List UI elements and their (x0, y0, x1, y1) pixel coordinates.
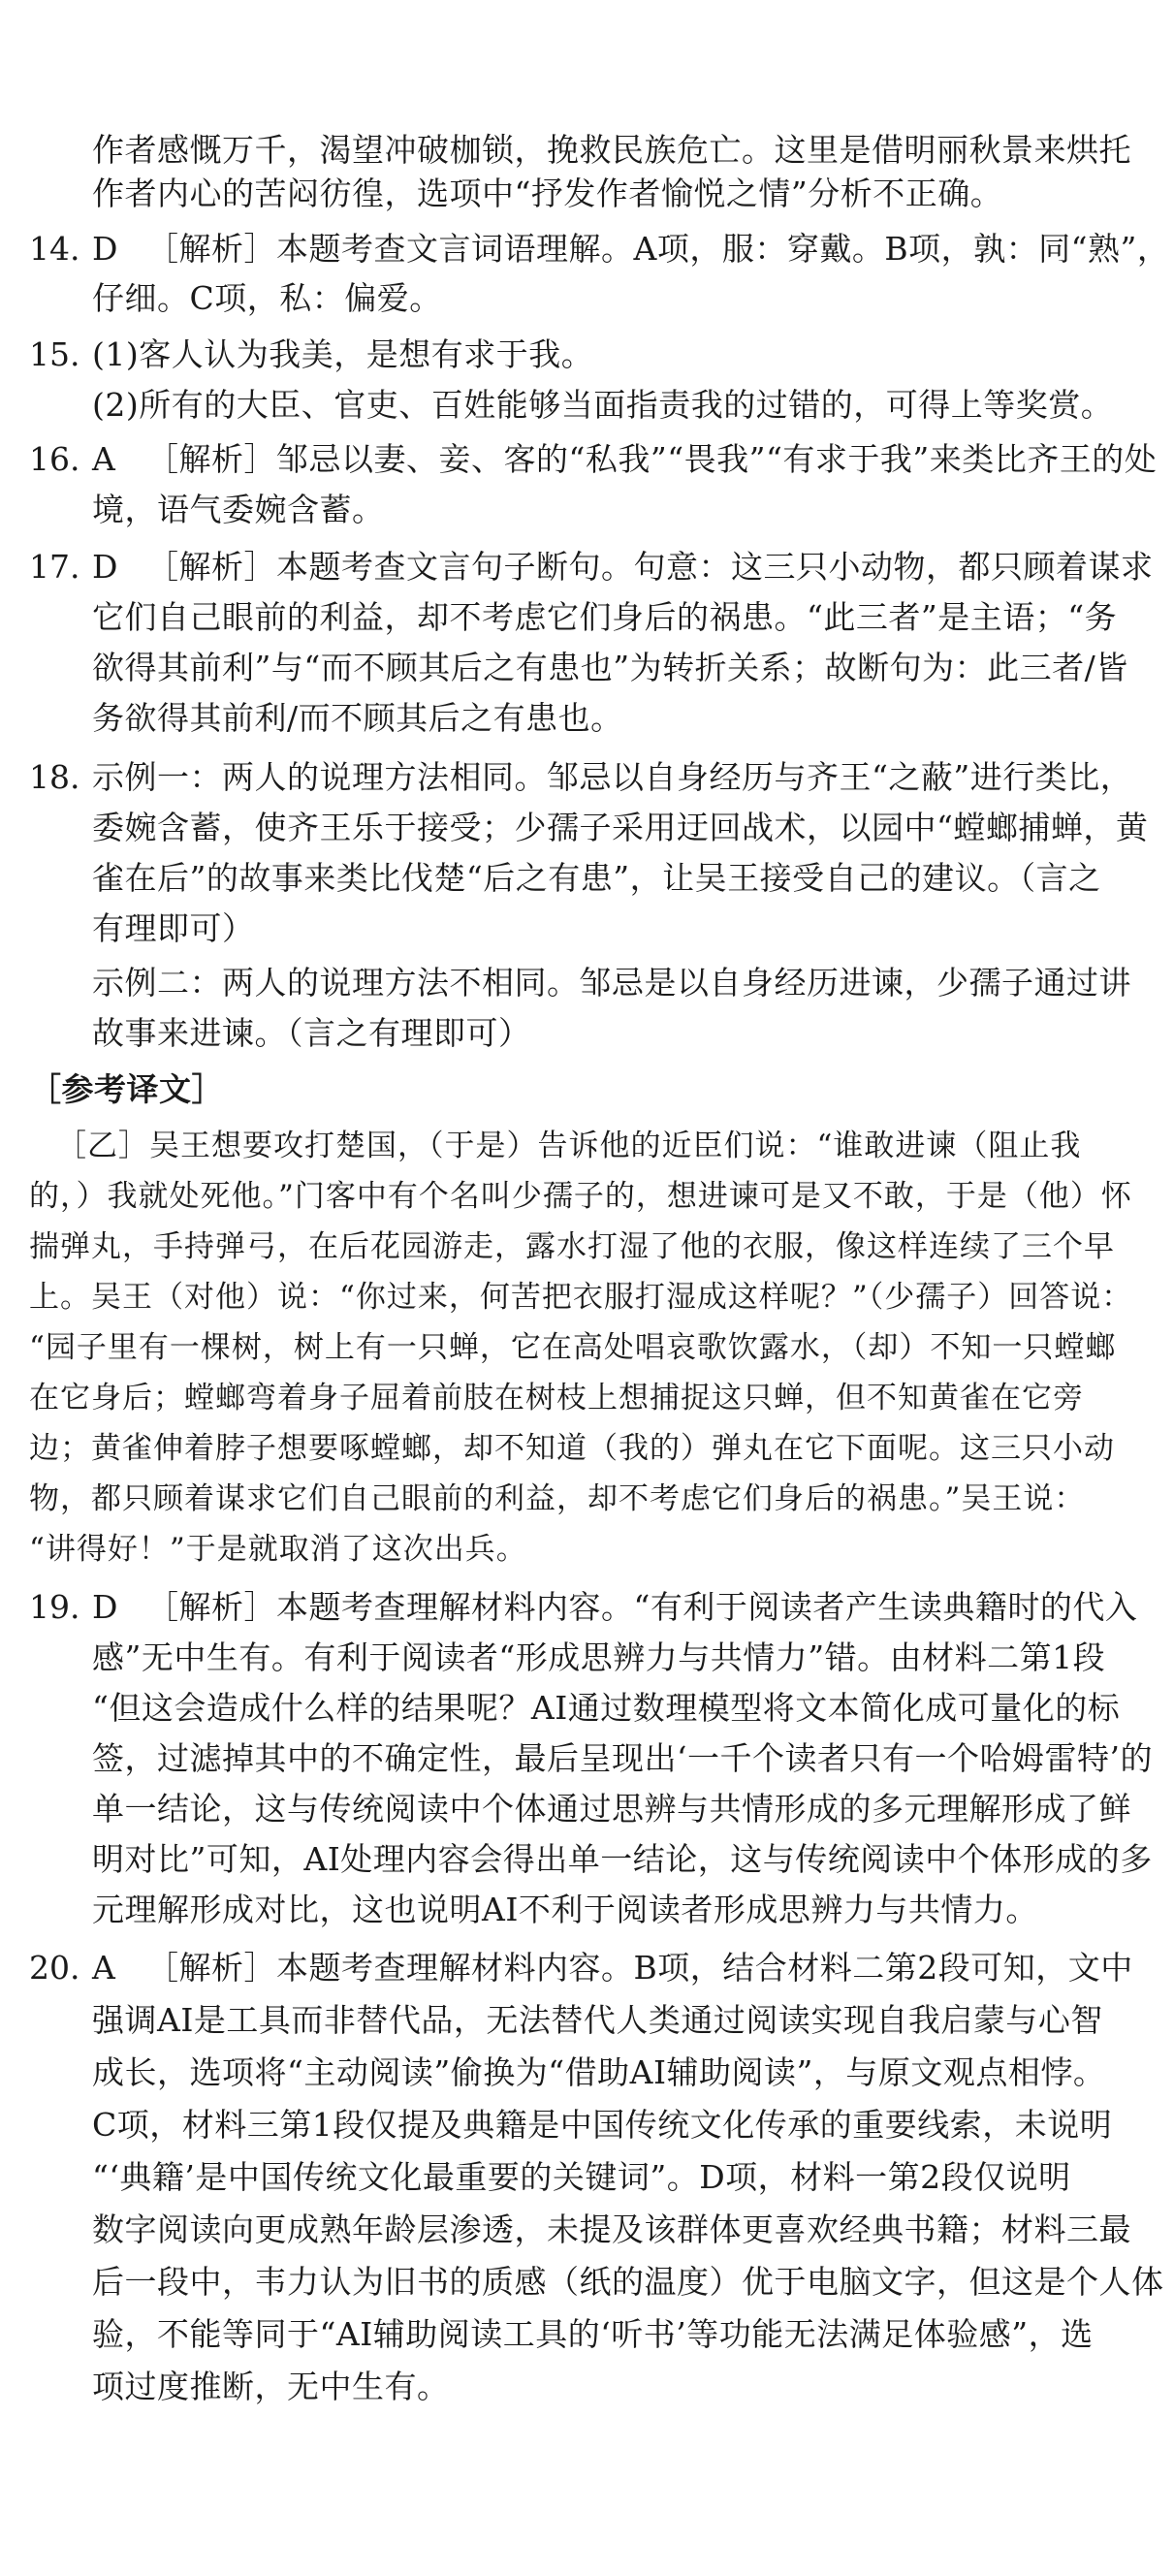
answer-line (92, 430, 1157, 489)
translation-line: 边；黄雀伸着脖子想要啄螳螂，却不知道（我的）弹丸在它下面呢。这三只小动 (29, 1431, 1115, 1466)
answer-line (92, 538, 1154, 596)
analysis-tag: ［解析］ (146, 440, 276, 478)
question-number-17: 17. (29, 548, 80, 586)
answer-text: 单一结论，这与传统阅读中个体通过思辨与共情形成的多元理解形成了鲜 (92, 1790, 1131, 1828)
answer-text: 验，不能等同于“AI辅助阅读工具的‘听书’等功能无法满足体验感”，选 (92, 2315, 1094, 2353)
translation-line: ［乙］吴王想要攻打楚国，（于是）告诉他的近臣们说：“谁敢进谏（阻止我 (56, 1129, 1082, 1163)
continuation-line: 作者内心的苦闷彷徨，选项中“抒发作者愉悦之情”分析不正确。 (92, 175, 1003, 212)
answer-text: 本题考查理解材料内容。B项，结合材料二第2段可知，文中 (276, 1949, 1133, 1987)
answer-line (92, 1939, 1133, 1997)
answer-letter: A (92, 440, 116, 478)
answer-text: 示例二：两人的说理方法不相同。邹忌是以自身经历进谏，少孺子通过讲 (92, 964, 1131, 1002)
answer-text: 有理即可） (92, 909, 255, 947)
question-number-16: 16. (29, 440, 80, 478)
question-number-19: 19. (29, 1588, 80, 1626)
answer-text: 故事来进谏。（言之有理即可） (92, 1014, 531, 1052)
translation-line: 物，都只顾着谋求它们自己眼前的利益，却不考虑它们身后的祸患。”吴王说： (29, 1481, 1086, 1516)
answer-line (92, 1578, 1137, 1637)
answer-letter: D (92, 230, 118, 268)
answer-text: 签，过滤掉其中的不确定性，最后呈现出‘一千个读者只有一个哈姆雷特’的 (92, 1739, 1153, 1777)
translation-line: “园子里有一棵树，树上有一只蝉，它在高处唱哀歌饮露水，（却）不知一只螳螂 (29, 1330, 1117, 1365)
analysis-tag: ［解析］ (146, 548, 276, 586)
answer-text: 数字阅读向更成熟年龄层渗透，未提及该群体更喜欢经典书籍；材料三最 (92, 2210, 1131, 2248)
answer-text: 它们自己眼前的利益，却不考虑它们身后的祸患。“此三者”是主语；“务 (92, 598, 1118, 636)
answer-text: 示例一：两人的说理方法相同。邹忌以自身经历与齐王“之蔽”进行类比， (92, 758, 1133, 796)
question-number-20: 20. (29, 1949, 80, 1987)
answer-text: 委婉含蓄，使齐王乐于接受；少孺子采用迂回战术，以园中“螳螂捕蝉，黄 (92, 809, 1149, 846)
answer-text: (2)所有的大臣、官吏、百姓能够当面指责我的过错的，可得上等奖赏。 (92, 386, 1114, 424)
answer-text: 务欲得其前利/而不顾其后之有患也。 (92, 699, 623, 737)
answer-text: 本题考查理解材料内容。“有利于阅读者产生读典籍时的代入 (276, 1588, 1138, 1626)
answer-text: 感”无中生有。有利于阅读者“形成思辨力与共情力”错。由材料二第1段 (92, 1638, 1106, 1676)
answer-text: “‘典籍’是中国传统文化最重要的关键词”。D项，材料一第2段仅说明 (92, 2158, 1071, 2196)
answer-text: 欲得其前利”与“而不顾其后之有患也”为转折关系；故断句为：此三者/皆 (92, 649, 1128, 686)
analysis-tag: ［解析］ (146, 230, 276, 268)
analysis-tag: ［解析］ (146, 1588, 276, 1626)
translation-line: 上。吴王（对他）说：“你过来，何苦把衣服打湿成这样呢？”（少孺子）回答说： (29, 1280, 1133, 1315)
translation-line: “讲得好！”于是就取消了这次出兵。 (29, 1532, 527, 1567)
answer-text: 仔细。C项，私：偏爱。 (92, 279, 442, 317)
answer-text: 境，语气委婉含蓄。 (92, 491, 385, 528)
answer-text: 雀在后”的故事来类比伐楚“后之有患”，让吴王接受自己的建议。（言之 (92, 859, 1101, 897)
analysis-tag: ［解析］ (146, 1949, 276, 1987)
question-number-15: 15. (29, 335, 80, 373)
reference-translation-heading: ［参考译文］ (29, 1070, 224, 1108)
answer-text: (1)客人认为我美，是想有求于我。 (92, 335, 594, 373)
answer-text: 明对比”可知，AI处理内容会得出单一结论，这与传统阅读中个体形成的多 (92, 1840, 1153, 1878)
answer-text: 项过度推断，无中生有。 (92, 2368, 450, 2405)
continuation-line: 作者感慨万千，渴望冲破枷锁，挽救民族危亡。这里是借明丽秋景来烘托 (92, 131, 1131, 169)
translation-line: 的，）我就处死他。”门客中有个名叫少孺子的，想进谏可是又不敢，于是（他）怀 (29, 1179, 1132, 1214)
translation-line: 在它身后；螳螂弯着身子屈着前肢在树枝上想捕捉这只蝉，但不知黄雀在它旁 (29, 1381, 1084, 1415)
answer-text: 强调AI是工具而非替代品，无法替代人类通过阅读实现自我启蒙与心智 (92, 2001, 1103, 2039)
answer-text: 邹忌以妻、妾、客的“私我”“畏我”“有求于我”来类比齐王的处 (276, 440, 1158, 478)
answer-letter: D (92, 1588, 118, 1626)
answer-text: 元理解形成对比，这也说明AI不利于阅读者形成思辨力与共情力。 (92, 1891, 1038, 1928)
answer-text: 本题考查文言词语理解。A项，服：穿戴。B项，孰：同“熟”， (276, 230, 1170, 268)
answer-text: 本题考查文言句子断句。句意：这三只小动物，都只顾着谋求 (276, 548, 1154, 586)
translation-line: 揣弹丸，手持弹弓，在后花园游走，露水打湿了他的衣服，像这样连续了三个早 (29, 1229, 1115, 1264)
answer-text: “但这会造成什么样的结果呢？AI通过数理模型将文本简化成可量化的标 (92, 1689, 1121, 1727)
answer-text: 成长，选项将“主动阅读”偷换为“借助AI辅助阅读”，与原文观点相悖。 (92, 2053, 1106, 2091)
question-number-14: 14. (29, 230, 80, 268)
answer-text: C项，材料三第1段仅提及典籍是中国传统文化传承的重要线索，未说明 (92, 2106, 1113, 2144)
question-number-18: 18. (29, 758, 80, 796)
answer-letter: A (92, 1949, 116, 1987)
answer-letter: D (92, 548, 118, 586)
answer-text: 后一段中，韦力认为旧书的质感（纸的温度）优于电脑文字，但这是个人体 (92, 2263, 1164, 2301)
